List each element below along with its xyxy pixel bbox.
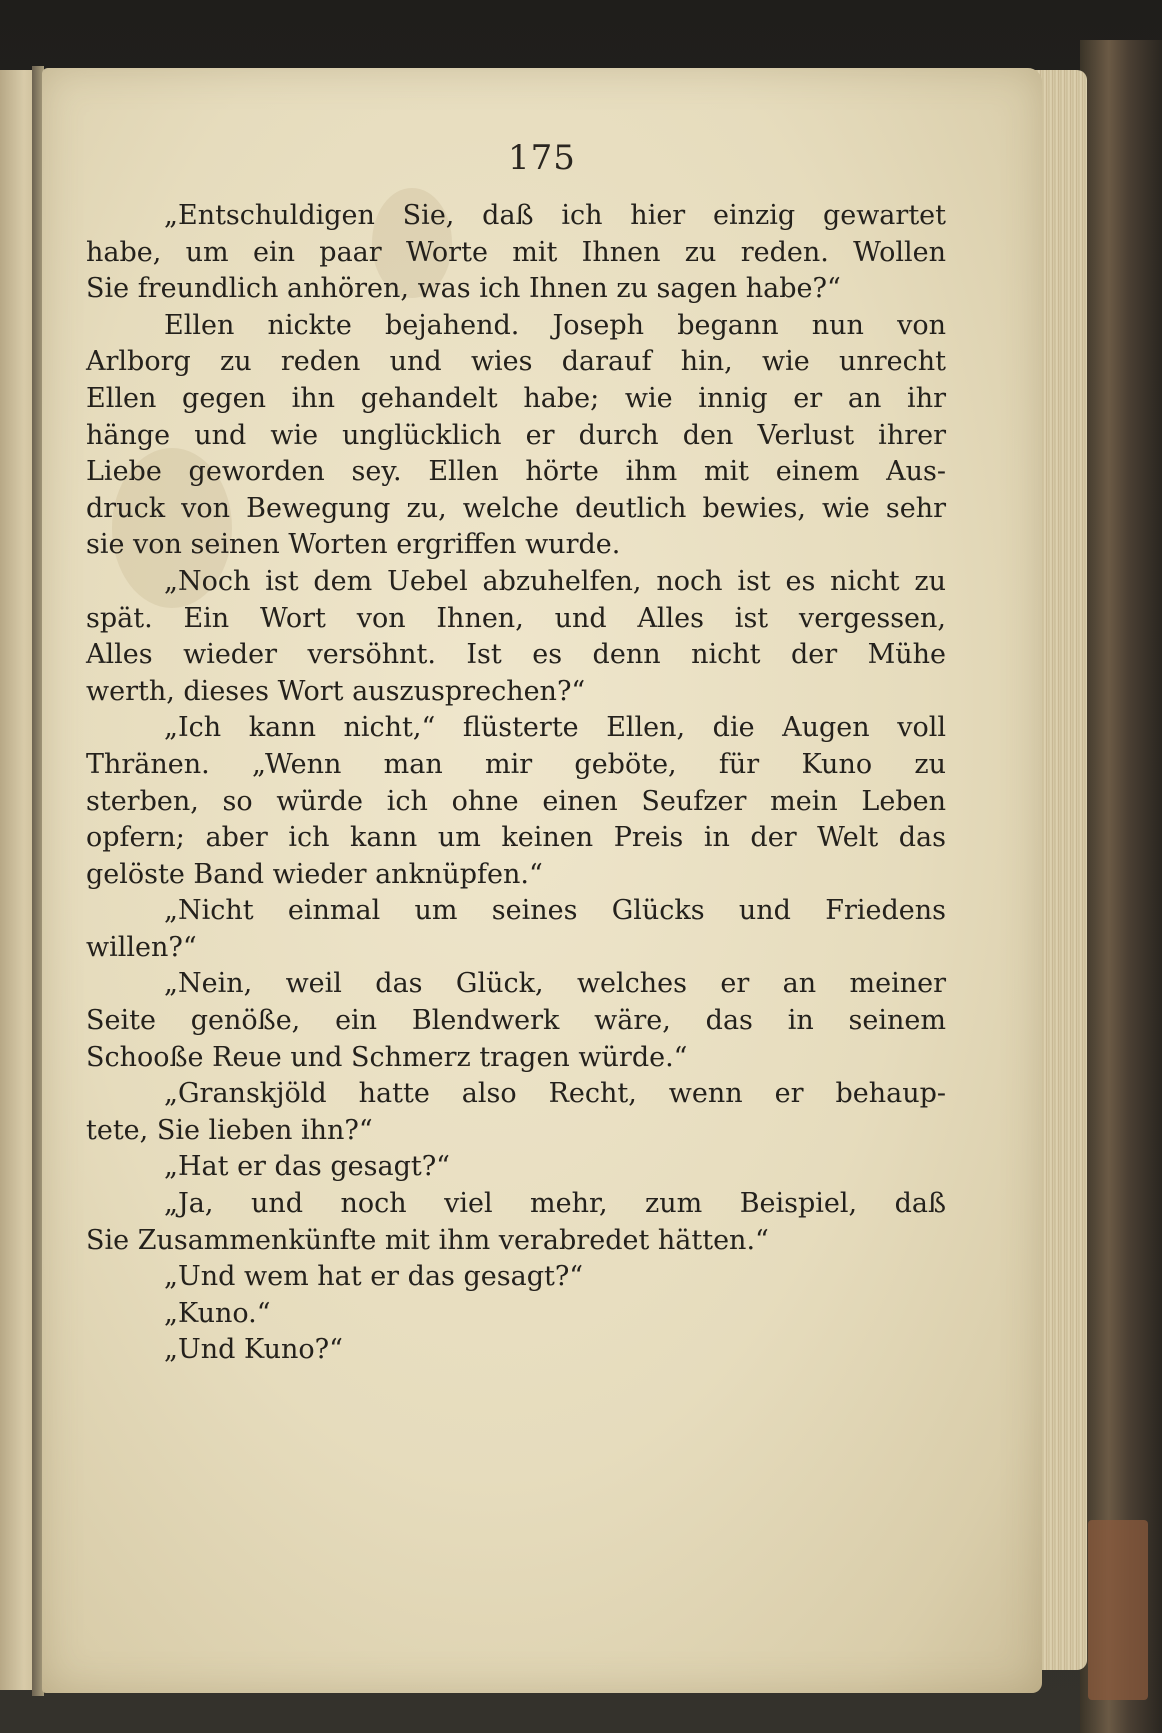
text-line: Thränen. „Wenn man mir geböte, für Kuno zu bbox=[86, 748, 946, 780]
text-line: „Nein, weil das Glück, welches er an meiner bbox=[164, 968, 946, 1000]
book-cover-edge bbox=[1080, 40, 1162, 1733]
text-line: Seite genöße, ein Blendwerk wäre, das in seinem bbox=[86, 1005, 946, 1037]
text-line: habe, um ein paar Worte mit Ihnen zu reden. Wollen bbox=[86, 236, 946, 268]
book-page bbox=[42, 68, 1042, 1693]
text-line: „Kuno.“ bbox=[164, 1297, 271, 1329]
text-line: tete, Sie lieben ihn?“ bbox=[86, 1114, 373, 1146]
text-line: Ellen gegen ihn gehandelt habe; wie innig er an ihr bbox=[86, 382, 946, 414]
text-line: Sie Zusammenkünfte mit ihm verabredet hätten.“ bbox=[86, 1224, 769, 1256]
text-line: „Ja, und noch viel mehr, zum Beispiel, daß bbox=[164, 1188, 946, 1220]
text-line: opfern; aber ich kann um keinen Preis in der Welt das bbox=[86, 822, 946, 854]
text-line: „Ich kann nicht,“ flüsterte Ellen, die Augen voll bbox=[164, 712, 946, 744]
text-line: sterben, so würde ich ohne einen Seufzer mein Leben bbox=[86, 785, 946, 817]
text-line: „Und wem hat er das gesagt?“ bbox=[164, 1261, 584, 1293]
body-text bbox=[86, 198, 946, 1369]
text-line: spät. Ein Wort von Ihnen, und Alles ist vergessen, bbox=[86, 602, 946, 634]
text-line: „Entschuldigen Sie, daß ich hier einzig gewartet bbox=[164, 200, 946, 231]
text-line: Sie freundlich anhören, was ich Ihnen zu sagen habe?“ bbox=[86, 273, 841, 305]
text-line: sie von seinen Worten ergriffen wurde. bbox=[86, 529, 621, 561]
page-number: 175 bbox=[508, 138, 576, 178]
page-edges bbox=[1035, 70, 1087, 1670]
text-line: hänge und wie unglücklich er durch den Verlust ihrer bbox=[86, 419, 946, 451]
text-line: Arlborg zu reden und wies darauf hin, wie unrecht bbox=[86, 346, 946, 378]
text-line: Schooße Reue und Schmerz tragen würde.“ bbox=[86, 1041, 688, 1073]
text-line: „Granskjöld hatte also Recht, wenn er behaup- bbox=[164, 1078, 946, 1110]
text-line: druck von Bewegung zu, welche deutlich bewies, wie sehr bbox=[86, 492, 946, 524]
text-line: Alles wieder versöhnt. Ist es denn nicht der Mühe bbox=[86, 639, 946, 671]
text-line: Liebe geworden sey. Ellen hörte ihm mit einem Aus- bbox=[86, 456, 946, 488]
text-line: werth, dieses Wort auszusprechen?“ bbox=[86, 675, 586, 707]
text-line: willen?“ bbox=[86, 931, 197, 963]
text-line: „Noch ist dem Uebel abzuhelfen, noch ist es nicht zu bbox=[164, 565, 946, 597]
text-line: „Hat er das gesagt?“ bbox=[164, 1151, 450, 1183]
text-line: gelöste Band wieder anknüpfen.“ bbox=[86, 858, 543, 890]
text-line: „Nicht einmal um seines Glücks und Friedens bbox=[164, 895, 946, 927]
text-line: Ellen nickte bejahend. Joseph begann nun von bbox=[164, 309, 946, 341]
text-line: „Und Kuno?“ bbox=[164, 1334, 343, 1366]
